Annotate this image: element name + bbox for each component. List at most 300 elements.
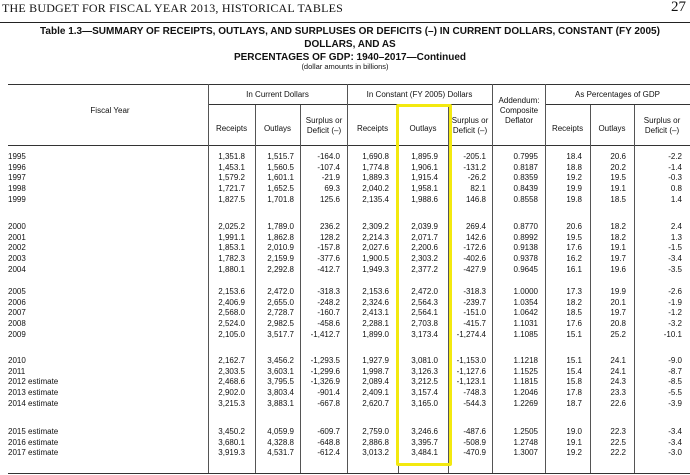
deflator-cell: 1.1218 <box>513 356 538 365</box>
dot-leader <box>16 190 206 191</box>
outlays-constant-cell: 3,173.4 <box>411 329 438 339</box>
caption-line-1: Table 1.3—SUMMARY OF RECEIPTS, OUTLAYS, AND SURPLUSES OR DEFICITS (–) IN CURRENT DOLLARS, CONSTANT (FY 2005) DOLLARS, AND AS <box>40 26 660 50</box>
fiscal-year-header: Fiscal Year <box>90 106 130 115</box>
receipts-header: Receipts <box>215 124 248 133</box>
surplus-constant-cell: -1,123.1 <box>456 377 486 387</box>
surplus-constant-cell: -487.6 <box>463 427 486 436</box>
surplus-current-cell: -1,299.6 <box>310 366 340 376</box>
surplus-current-cell: -458.6 <box>317 319 340 329</box>
outlays-gdp-cell: 22.3 <box>610 427 626 436</box>
surplus-current-cell: -667.8 <box>317 398 340 408</box>
outlays-current-cell: 1,601.1 <box>267 173 294 183</box>
surplus-gdp-cell: -1.2 <box>668 308 682 318</box>
receipts-constant-cell: 2,309.2 <box>362 222 389 231</box>
outlays-current-cell: 2,982.5 <box>267 319 294 329</box>
fiscal-year-label: 2014 estimate <box>8 398 59 408</box>
receipts-gdp-cell: 15.1 <box>566 356 582 365</box>
fiscal-year-cell <box>8 152 203 163</box>
surplus-constant-cell: -239.7 <box>463 297 486 307</box>
fiscal-year-label: 2012 estimate <box>8 377 59 387</box>
receipts-current-cell: 1,453.1 <box>218 162 245 172</box>
surplus-constant-cell: -172.6 <box>463 243 486 253</box>
deflator-cell: 1.3007 <box>513 448 538 458</box>
receipts-constant-cell: 2,886.8 <box>362 437 389 447</box>
receipts-gdp-cell: 15.4 <box>566 366 582 376</box>
outlays-gdp-cell: 20.6 <box>610 152 626 161</box>
fiscal-year-cell <box>8 448 203 459</box>
receipts-constant-cell: 2,288.1 <box>362 319 389 329</box>
outlays-current-cell: 3,883.1 <box>267 398 294 408</box>
fiscal-year-cell <box>8 265 203 276</box>
surplus-current-cell: -1,293.5 <box>310 356 340 365</box>
receipts-constant-cell: 1,889.3 <box>362 173 389 183</box>
surplus-gdp-cell: -3.4 <box>668 427 682 436</box>
receipts-gdp-cell: 16.1 <box>566 264 582 274</box>
fiscal-year-label: 2010 <box>8 356 26 365</box>
receipts-gdp-cell: 17.8 <box>566 388 582 398</box>
fiscal-year-label: 1997 <box>8 173 26 183</box>
outlays-current-cell: 3,803.4 <box>267 388 294 398</box>
deflator-cell: 1.1031 <box>513 319 538 329</box>
outlays-gdp-cell: 20.8 <box>610 319 626 329</box>
receipts-constant-cell: 2,135.4 <box>362 194 389 204</box>
receipts-gdp-cell: 19.2 <box>566 173 582 183</box>
surplus-constant-cell: -1,127.6 <box>456 366 486 376</box>
fiscal-year-cell <box>8 399 203 410</box>
surplus-constant-cell: 142.6 <box>465 232 486 242</box>
fiscal-year-cell <box>8 356 203 367</box>
outlays-constant-cell: 3,165.0 <box>411 398 438 408</box>
outlays-current-cell: 3,456.2 <box>267 356 294 365</box>
receipts-current-cell: 1,351.8 <box>218 152 245 161</box>
outlays-gdp-cell: 19.1 <box>610 243 626 253</box>
surplus-gdp-cell: -3.4 <box>668 254 682 264</box>
receipts-constant-cell: 1,690.8 <box>362 152 389 161</box>
header-bottom-rule <box>8 145 690 146</box>
fiscal-year-cell <box>8 287 203 298</box>
table-bottom-rule <box>8 473 690 474</box>
surplus-constant-cell: -508.9 <box>463 437 486 447</box>
outlays-current-cell: 4,328.8 <box>267 437 294 447</box>
receipts-constant-cell: 1,949.3 <box>362 264 389 274</box>
dot-leader <box>16 314 206 315</box>
outlays-column-highlight <box>396 104 452 466</box>
deflator-cell: 1.0642 <box>513 308 538 318</box>
fiscal-year-label: 2015 estimate <box>8 427 59 436</box>
receipts-constant-cell: 2,214.3 <box>362 232 389 242</box>
deflator-cell: 0.8359 <box>513 173 538 183</box>
receipts-gdp-cell: 19.9 <box>566 184 582 194</box>
surplus-constant-cell: 82.1 <box>470 184 486 194</box>
outlays-current-cell: 1,652.5 <box>267 184 294 194</box>
fiscal-year-cell <box>8 222 203 233</box>
receipts-current-cell: 2,025.2 <box>218 222 245 231</box>
outlays-constant-cell: 2,564.1 <box>411 308 438 318</box>
fiscal-year-cell <box>8 330 203 341</box>
col-divider <box>208 84 209 473</box>
dot-leader <box>16 373 206 374</box>
fiscal-year-label: 2000 <box>8 222 26 231</box>
dot-leader <box>16 158 206 159</box>
caption-line-2: PERCENTAGES OF GDP: 1940–2017—Continued <box>233 52 467 63</box>
dot-leader <box>16 362 206 363</box>
deflator-cell: 1.0354 <box>513 297 538 307</box>
col-divider <box>492 84 493 473</box>
receipts-current-cell: 1,782.3 <box>218 254 245 264</box>
surplus-constant-cell: 269.4 <box>465 222 486 231</box>
receipts-gdp-cell: 19.0 <box>566 427 582 436</box>
surplus-current-cell: -1,412.7 <box>310 329 340 339</box>
outlays-gdp-cell: 19.7 <box>610 254 626 264</box>
outlays-constant-cell: 1,895.9 <box>411 152 438 161</box>
surplus-current-cell: -612.4 <box>317 448 340 458</box>
receipts-gdp-cell: 16.2 <box>566 254 582 264</box>
deflator-cell: 1.2748 <box>513 437 538 447</box>
outlays-constant-cell: 2,703.8 <box>411 319 438 329</box>
surplus-constant-cell: -1,153.0 <box>456 356 486 365</box>
deflator-cell: 0.8992 <box>513 232 538 242</box>
receipts-header: Receipts <box>551 124 584 133</box>
surplus-constant-cell: -26.2 <box>467 173 486 183</box>
receipts-constant-cell: 1,899.0 <box>362 329 389 339</box>
fiscal-year-label: 2003 <box>8 254 26 264</box>
fiscal-year-cell <box>8 319 203 330</box>
outlays-constant-cell: 3,484.1 <box>411 448 438 458</box>
dot-leader <box>16 249 206 250</box>
outlays-gdp-cell: 18.2 <box>610 222 626 231</box>
surplus-current-cell: -901.4 <box>317 388 340 398</box>
surplus-constant-cell: -415.7 <box>463 319 486 329</box>
receipts-current-cell: 2,524.0 <box>218 319 245 329</box>
outlays-constant-cell: 2,303.2 <box>411 254 438 264</box>
receipts-gdp-cell: 18.8 <box>566 162 582 172</box>
surplus-current-cell: 125.6 <box>319 194 340 204</box>
fiscal-year-label: 2013 estimate <box>8 388 59 398</box>
receipts-current-cell: 1,827.5 <box>218 194 245 204</box>
outlays-header: Outlays <box>263 124 292 133</box>
receipts-gdp-cell: 19.5 <box>566 232 582 242</box>
surplus-current-cell: -318.3 <box>317 287 340 296</box>
outlays-current-cell: 2,472.0 <box>267 287 294 296</box>
surplus-constant-cell: -131.2 <box>463 162 486 172</box>
surplus-current-cell: -160.7 <box>317 308 340 318</box>
surplus-gdp-cell: -1.4 <box>668 162 682 172</box>
outlays-current-cell: 1,701.8 <box>267 194 294 204</box>
outlays-header: Outlays <box>409 124 437 133</box>
surplus-current-cell: -21.9 <box>321 173 340 183</box>
outlays-constant-cell: 3,126.3 <box>411 366 438 376</box>
dot-leader <box>16 336 206 337</box>
constant-dollars-header: In Constant (FY 2005) Dollars <box>366 90 473 99</box>
outlays-gdp-cell: 24.3 <box>610 377 626 387</box>
outlays-gdp-cell: 19.9 <box>610 287 626 296</box>
receipts-constant-cell: 2,324.6 <box>362 297 389 307</box>
outlays-constant-cell: 3,081.0 <box>411 356 438 365</box>
surplus-constant-cell: -151.0 <box>463 308 486 318</box>
fiscal-year-label: 2008 <box>8 319 26 329</box>
outlays-gdp-cell: 19.1 <box>610 184 626 194</box>
outlays-current-cell: 4,059.9 <box>267 427 294 436</box>
fiscal-year-cell <box>8 438 203 449</box>
surplus-header: Surplus or Deficit (–) <box>451 116 489 135</box>
fiscal-year-label: 2009 <box>8 329 26 339</box>
surplus-gdp-cell: -8.5 <box>668 377 682 387</box>
outlays-constant-cell: 2,039.9 <box>411 222 438 231</box>
outlays-gdp-cell: 23.3 <box>610 388 626 398</box>
surplus-gdp-cell: -2.6 <box>668 287 682 296</box>
outlays-constant-cell: 2,564.3 <box>411 297 438 307</box>
surplus-gdp-cell: -3.0 <box>668 448 682 458</box>
outlays-constant-cell: 1,915.4 <box>411 173 438 183</box>
outlays-gdp-cell: 19.6 <box>610 264 626 274</box>
surplus-current-cell: 69.3 <box>324 184 340 194</box>
col-divider <box>347 84 348 473</box>
dot-leader <box>16 271 206 272</box>
receipts-gdp-cell: 18.5 <box>566 308 582 318</box>
outlays-constant-cell: 2,472.0 <box>411 287 438 296</box>
fiscal-year-cell <box>8 163 203 174</box>
outlays-constant-cell: 1,958.1 <box>411 184 438 194</box>
surplus-gdp-cell: -9.0 <box>668 356 682 365</box>
receipts-constant-cell: 1,774.8 <box>362 162 389 172</box>
surplus-gdp-cell: -3.5 <box>668 264 682 274</box>
deflator-cell: 1.1085 <box>513 329 538 339</box>
outlays-current-cell: 3,517.7 <box>267 329 294 339</box>
receipts-constant-cell: 2,040.2 <box>362 184 389 194</box>
surplus-current-cell: -248.2 <box>317 297 340 307</box>
surplus-gdp-cell: 1.4 <box>670 194 682 204</box>
outlays-constant-cell: 2,200.6 <box>411 243 438 253</box>
fiscal-year-cell <box>8 184 203 195</box>
surplus-gdp-cell: -1.9 <box>668 297 682 307</box>
outlays-constant-cell: 3,157.4 <box>411 388 438 398</box>
surplus-gdp-cell: 1.3 <box>670 232 682 242</box>
receipts-header: Receipts <box>356 124 389 133</box>
table-top-rule <box>8 84 690 85</box>
receipts-current-cell: 1,880.1 <box>218 264 245 274</box>
fiscal-year-cell <box>8 298 203 309</box>
units-note: (dollar amounts in billions) <box>301 62 389 71</box>
receipts-gdp-cell: 17.3 <box>566 287 582 296</box>
receipts-current-cell: 1,853.1 <box>218 243 245 253</box>
outlays-gdp-cell: 20.2 <box>610 162 626 172</box>
fiscal-year-label: 2017 estimate <box>8 448 59 458</box>
surplus-gdp-cell: -3.2 <box>668 319 682 329</box>
receipts-current-cell: 1,721.7 <box>218 184 245 194</box>
outlays-constant-cell: 1,988.6 <box>411 194 438 204</box>
running-head-title: THE BUDGET FOR FISCAL YEAR 2013, HISTORICAL TABLES <box>2 1 344 15</box>
outlays-current-cell: 2,159.9 <box>267 254 294 264</box>
receipts-current-cell: 2,105.0 <box>218 329 245 339</box>
fiscal-year-cell <box>8 388 203 399</box>
outlays-gdp-cell: 22.2 <box>610 448 626 458</box>
outlays-gdp-cell: 25.2 <box>610 329 626 339</box>
receipts-constant-cell: 2,759.0 <box>362 427 389 436</box>
fiscal-year-label: 1995 <box>8 152 26 161</box>
surplus-constant-cell: 146.8 <box>465 194 486 204</box>
outlays-gdp-cell: 20.1 <box>610 297 626 307</box>
outlays-current-cell: 4,531.7 <box>267 448 294 458</box>
deflator-cell: 0.9645 <box>513 264 538 274</box>
outlays-current-cell: 2,728.7 <box>267 308 294 318</box>
receipts-current-cell: 2,406.9 <box>218 297 245 307</box>
deflator-cell: 0.8187 <box>513 162 538 172</box>
outlays-current-cell: 3,795.5 <box>267 377 294 387</box>
surplus-constant-cell: -470.9 <box>463 448 486 458</box>
receipts-gdp-cell: 20.6 <box>566 222 582 231</box>
deflator-cell: 1.2269 <box>513 398 538 408</box>
dot-leader <box>16 201 206 202</box>
gdp-percent-header: As Percentages of GDP <box>575 90 660 99</box>
page-number: 27 <box>671 0 686 15</box>
outlays-current-cell: 1,560.5 <box>267 162 294 172</box>
receipts-gdp-cell: 19.2 <box>566 448 582 458</box>
receipts-constant-cell: 2,620.7 <box>362 398 389 408</box>
dot-leader <box>16 304 206 305</box>
deflator-cell: 1.2046 <box>513 388 538 398</box>
receipts-current-cell: 2,162.7 <box>218 356 245 365</box>
receipts-current-cell: 3,450.2 <box>218 427 245 436</box>
col-divider <box>545 84 546 473</box>
receipts-constant-cell: 2,089.4 <box>362 377 389 387</box>
addendum-header: Addendum: Composite Deflator <box>498 96 540 125</box>
deflator-cell: 1.2505 <box>513 427 538 436</box>
surplus-gdp-cell: -1.5 <box>668 243 682 253</box>
fiscal-year-cell <box>8 427 203 438</box>
fiscal-year-cell <box>8 377 203 388</box>
deflator-cell: 0.8558 <box>513 194 538 204</box>
fiscal-year-label: 1996 <box>8 162 26 172</box>
receipts-current-cell: 2,303.5 <box>218 366 245 376</box>
receipts-gdp-cell: 19.8 <box>566 194 582 204</box>
outlays-current-cell: 1,515.7 <box>267 152 294 161</box>
fiscal-year-cell <box>8 173 203 184</box>
surplus-current-cell: -107.4 <box>317 162 340 172</box>
fiscal-year-label: 2001 <box>8 232 26 242</box>
dot-leader <box>16 169 206 170</box>
running-head <box>0 0 690 23</box>
outlays-current-cell: 1,789.0 <box>267 222 294 231</box>
surplus-current-cell: 236.2 <box>319 222 340 231</box>
dot-leader <box>16 293 206 294</box>
outlays-constant-cell: 2,071.7 <box>411 232 438 242</box>
fiscal-year-label: 1999 <box>8 194 26 204</box>
receipts-current-cell: 3,215.3 <box>218 398 245 408</box>
outlays-gdp-cell: 22.5 <box>610 437 626 447</box>
receipts-gdp-cell: 15.8 <box>566 377 582 387</box>
fiscal-year-label: 2006 <box>8 297 26 307</box>
dot-leader <box>16 228 206 229</box>
fiscal-year-label: 2016 estimate <box>8 437 59 447</box>
fiscal-year-cell <box>8 195 203 206</box>
surplus-gdp-cell: -10.1 <box>663 329 682 339</box>
surplus-current-cell: -1,326.9 <box>310 377 340 387</box>
fiscal-year-cell <box>8 308 203 319</box>
dot-leader <box>16 179 206 180</box>
receipts-current-cell: 2,153.6 <box>218 287 245 296</box>
surplus-gdp-cell: -3.9 <box>668 398 682 408</box>
surplus-current-cell: -377.6 <box>317 254 340 264</box>
outlays-gdp-cell: 24.1 <box>610 356 626 365</box>
dot-leader <box>16 325 206 326</box>
receipts-current-cell: 3,680.1 <box>218 437 245 447</box>
receipts-constant-cell: 2,027.6 <box>362 243 389 253</box>
surplus-current-cell: -164.0 <box>317 152 340 161</box>
surplus-constant-cell: -402.6 <box>463 254 486 264</box>
deflator-cell: 1.1815 <box>513 377 538 387</box>
surplus-current-cell: -648.8 <box>317 437 340 447</box>
receipts-constant-cell: 1,927.9 <box>362 356 389 365</box>
gdp-group-rule <box>545 104 690 105</box>
fiscal-year-cell <box>8 367 203 378</box>
surplus-gdp-cell: 2.4 <box>670 222 682 231</box>
outlays-constant-cell: 3,246.6 <box>411 427 438 436</box>
surplus-current-cell: -412.7 <box>317 264 340 274</box>
outlays-current-cell: 3,603.1 <box>267 366 294 376</box>
surplus-gdp-cell: 0.8 <box>670 184 682 194</box>
surplus-header: Surplus or Deficit (–) <box>305 116 343 135</box>
receipts-gdp-cell: 18.2 <box>566 297 582 307</box>
receipts-gdp-cell: 17.6 <box>566 319 582 329</box>
outlays-current-cell: 2,655.0 <box>267 297 294 307</box>
outlays-gdp-cell: 19.5 <box>610 173 626 183</box>
fiscal-year-cell <box>8 243 203 254</box>
receipts-gdp-cell: 18.4 <box>566 152 582 161</box>
outlays-gdp-cell: 24.1 <box>610 366 626 376</box>
receipts-current-cell: 1,991.1 <box>218 232 245 242</box>
outlays-constant-cell: 2,377.2 <box>411 264 438 274</box>
deflator-cell: 0.8439 <box>513 184 538 194</box>
surplus-current-cell: -609.7 <box>317 427 340 436</box>
outlays-gdp-cell: 18.2 <box>610 232 626 242</box>
surplus-header: Surplus or Deficit (–) <box>643 116 681 135</box>
surplus-constant-cell: -748.3 <box>463 388 486 398</box>
fiscal-year-label: 2005 <box>8 287 26 296</box>
receipts-current-cell: 3,919.3 <box>218 448 245 458</box>
dot-leader <box>16 260 206 261</box>
receipts-constant-cell: 2,153.6 <box>362 287 389 296</box>
outlays-current-cell: 2,010.9 <box>267 243 294 253</box>
fiscal-year-cell <box>8 254 203 265</box>
receipts-constant-cell: 3,013.2 <box>362 448 389 458</box>
receipts-gdp-cell: 17.6 <box>566 243 582 253</box>
surplus-constant-cell: -318.3 <box>463 287 486 296</box>
deflator-cell: 0.9138 <box>513 243 538 253</box>
fiscal-year-label: 2004 <box>8 264 26 274</box>
surplus-current-cell: 128.2 <box>319 232 340 242</box>
surplus-constant-cell: -1,274.4 <box>456 329 486 339</box>
deflator-cell: 1.0000 <box>513 287 538 296</box>
surplus-gdp-cell: -3.4 <box>668 437 682 447</box>
receipts-current-cell: 1,579.2 <box>218 173 245 183</box>
outlays-gdp-cell: 18.5 <box>610 194 626 204</box>
outlays-gdp-cell: 22.6 <box>610 398 626 408</box>
receipts-current-cell: 2,568.0 <box>218 308 245 318</box>
deflator-cell: 0.9378 <box>513 254 538 264</box>
surplus-constant-cell: -427.9 <box>463 264 486 274</box>
outlays-constant-cell: 3,395.7 <box>411 437 438 447</box>
surplus-gdp-cell: -5.5 <box>668 388 682 398</box>
current-dollars-header: In Current Dollars <box>246 90 309 99</box>
outlays-current-cell: 1,862.8 <box>267 232 294 242</box>
surplus-constant-cell: -544.3 <box>463 398 486 408</box>
receipts-gdp-cell: 18.7 <box>566 398 582 408</box>
receipts-constant-cell: 2,413.1 <box>362 308 389 318</box>
fiscal-year-label: 2011 <box>8 366 26 376</box>
receipts-constant-cell: 2,409.1 <box>362 388 389 398</box>
outlays-current-cell: 2,292.8 <box>267 264 294 274</box>
outlays-constant-cell: 3,212.5 <box>411 377 438 387</box>
